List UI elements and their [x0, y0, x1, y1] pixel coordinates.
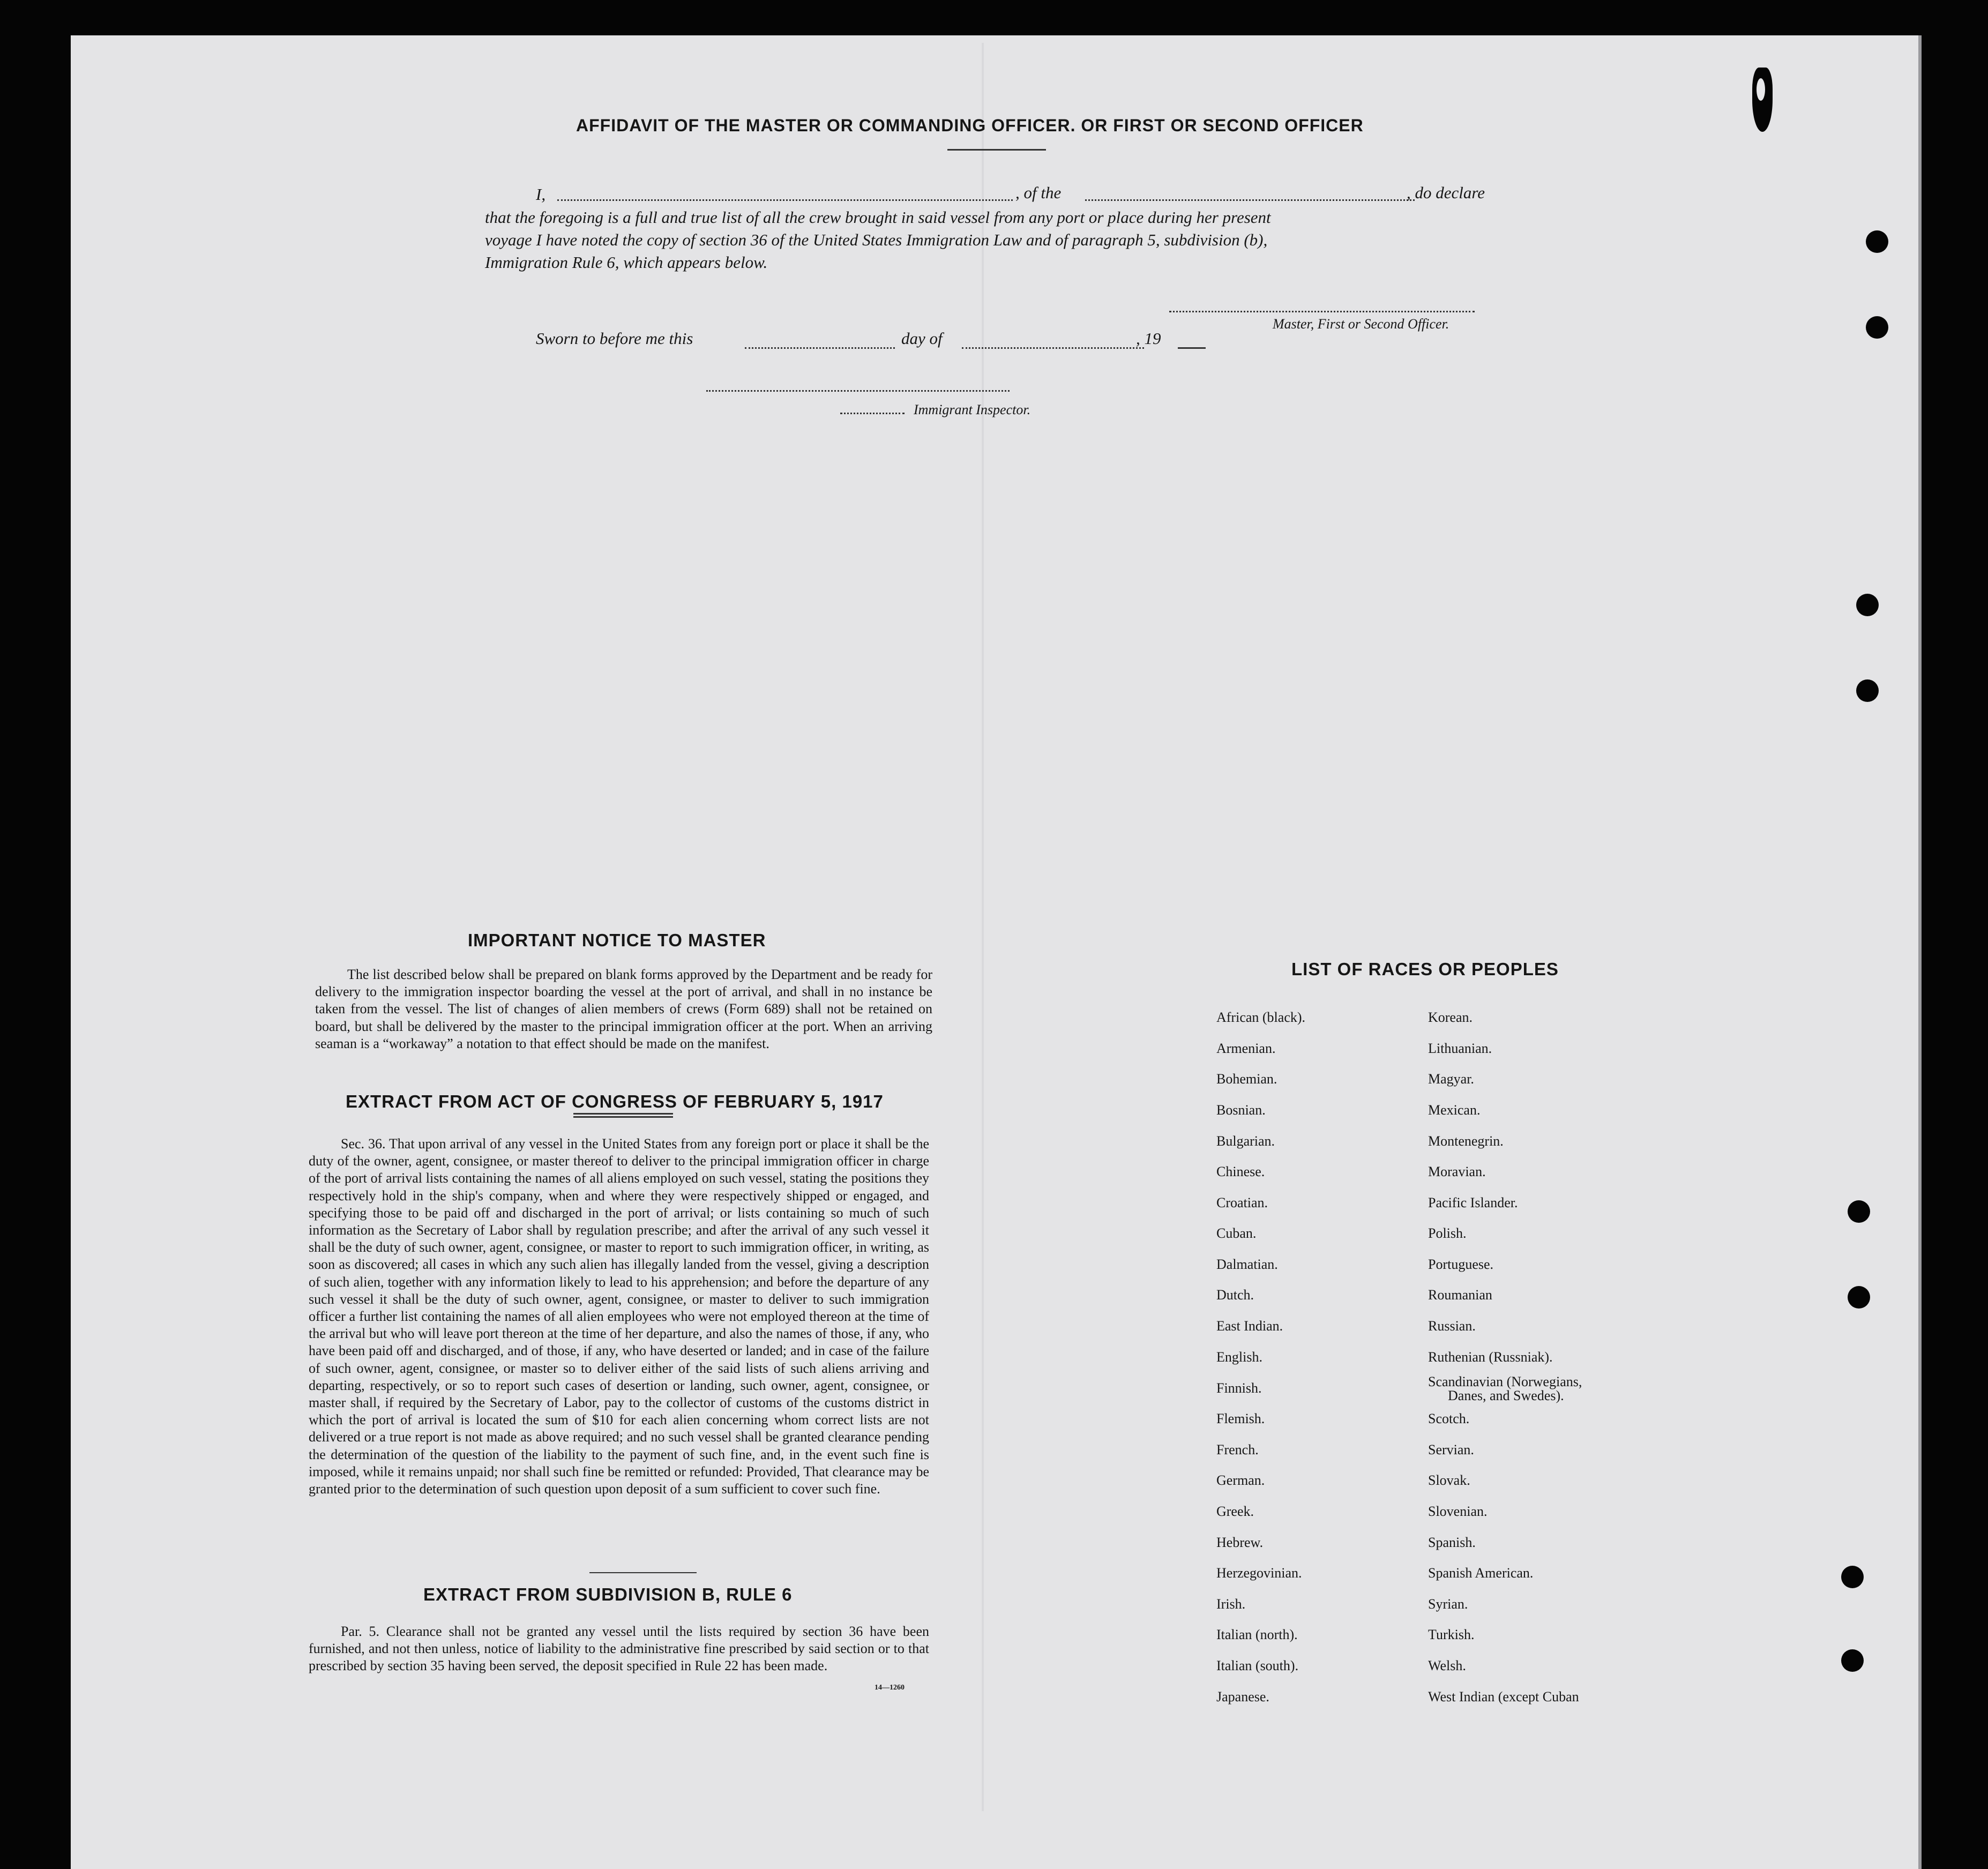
race-item: Greek. [1216, 1504, 1254, 1519]
punch-hole [1856, 679, 1879, 702]
year-label: , 19 [1136, 329, 1161, 348]
extract1-rule-bottom [573, 1116, 673, 1118]
torn-corner [1752, 68, 1773, 132]
race-item: East Indian. [1216, 1318, 1283, 1334]
race-item: Dutch. [1216, 1287, 1254, 1303]
race-item: Mexican. [1428, 1102, 1481, 1118]
race-item: Finnish. [1216, 1380, 1262, 1396]
races-title: LIST OF RACES OR PEOPLES [1291, 959, 1559, 979]
race-item: Moravian. [1428, 1164, 1486, 1179]
affidavit-line: Immigration Rule 6, which appears below. [485, 253, 768, 272]
punch-hole [1841, 1566, 1864, 1588]
extract1-rule-top [573, 1113, 673, 1115]
race-item: Danes, and Swedes). [1448, 1388, 1564, 1403]
title-rule [947, 149, 1046, 151]
race-item: Japanese. [1216, 1689, 1269, 1704]
race-item: Irish. [1216, 1596, 1246, 1612]
do-declare-label: , do declare [1407, 183, 1485, 202]
race-item: Montenegrin. [1428, 1133, 1504, 1149]
affidavit-i: I, [536, 185, 546, 204]
affidavit-line: that the foregoing is a full and true list of all the crew brought in said vessel from any port or place during her present [485, 208, 1271, 227]
form-number: 14—1260 [875, 1684, 905, 1692]
race-item: Roumanian [1428, 1287, 1492, 1303]
race-item: Portuguese. [1428, 1257, 1494, 1272]
punch-hole [1866, 316, 1888, 339]
master-signature-line[interactable] [1169, 311, 1475, 312]
race-item: Turkish. [1428, 1627, 1475, 1642]
inspector-label: Immigrant Inspector. [914, 402, 1031, 417]
year-blank[interactable] [1178, 347, 1206, 349]
form-page [71, 35, 1922, 1869]
race-item: Dalmatian. [1216, 1257, 1278, 1272]
punch-hole [1848, 1286, 1870, 1309]
race-item: Magyar. [1428, 1071, 1474, 1087]
race-item: Bulgarian. [1216, 1133, 1275, 1149]
race-item: Welsh. [1428, 1658, 1466, 1673]
race-item: Armenian. [1216, 1041, 1276, 1056]
race-item: Slovak. [1428, 1472, 1470, 1488]
race-item: Italian (south). [1216, 1658, 1299, 1673]
race-item: Servian. [1428, 1442, 1474, 1457]
race-item: Bohemian. [1216, 1071, 1277, 1087]
sworn-label: Sworn to before me this [536, 329, 693, 348]
notice-text: The list described below shall be prepared on blank forms approved by the Department and be ready for delivery to the immigration inspector boarding the vessel at the port of arrival, and shall in no instance be taken from the vessel. The list of changes of alien members of crews (Form 689) shall not be retained on board, but shall be delivered by the master to the principal immigration officer at the port. When an arriving seaman is a “workaway” a notation to that effect should be made on the manifest. [315, 967, 932, 1051]
race-item: Italian (north). [1216, 1627, 1298, 1642]
fold-line [982, 43, 984, 1811]
race-item: Croatian. [1216, 1195, 1268, 1210]
race-item: Pacific Islander. [1428, 1195, 1518, 1210]
notice-title: IMPORTANT NOTICE TO MASTER [468, 930, 766, 950]
race-item: Scotch. [1428, 1411, 1470, 1426]
inspector-dots [840, 413, 905, 414]
race-item: Lithuanian. [1428, 1041, 1492, 1056]
day-of-label: day of [901, 329, 943, 348]
race-item: Korean. [1428, 1010, 1473, 1025]
race-item: Spanish American. [1428, 1565, 1534, 1581]
extract2-text: Par. 5. Clearance shall not be granted any vessel until the lists required by section 36 have been furnished, and not then unless, notice of liability to the administrative fine prescribed by said section or to that prescribed by section 35 having been served, the deposit specified in Rule 22 has been made. [309, 1624, 929, 1674]
sworn-day-blank[interactable] [745, 347, 895, 349]
race-item: Herzegovinian. [1216, 1565, 1302, 1581]
race-item: German. [1216, 1472, 1265, 1488]
punch-hole [1856, 594, 1879, 616]
punch-hole [1848, 1200, 1870, 1223]
sworn-month-blank[interactable] [962, 347, 1144, 349]
of-the-label: , of the [1015, 183, 1062, 202]
race-item: English. [1216, 1349, 1262, 1365]
extract2-rule [589, 1572, 697, 1573]
race-item: West Indian (except Cuban [1428, 1689, 1579, 1704]
race-item: Scandinavian (Norwegians, [1428, 1374, 1582, 1389]
race-item: Slovenian. [1428, 1504, 1488, 1519]
race-item: Bosnian. [1216, 1102, 1266, 1118]
race-item: Spanish. [1428, 1535, 1476, 1550]
master-signature-label: Master, First or Second Officer. [1273, 316, 1449, 332]
extract2-title: EXTRACT FROM SUBDIVISION B, RULE 6 [423, 1584, 793, 1604]
race-item: Hebrew. [1216, 1535, 1264, 1550]
race-item: Syrian. [1428, 1596, 1468, 1612]
race-item: Ruthenian (Russniak). [1428, 1349, 1553, 1365]
race-item: Chinese. [1216, 1164, 1265, 1179]
punch-hole [1866, 230, 1888, 253]
inspector-signature-line[interactable] [706, 390, 1010, 392]
race-item: Flemish. [1216, 1411, 1265, 1426]
vessel-blank [1085, 199, 1415, 201]
race-item: African (black). [1216, 1010, 1306, 1025]
affidavit-line: voyage I have noted the copy of section 36 of the United States Immigration Law and of paragraph 5, subdivision (b), [485, 230, 1268, 249]
affidavit-title: AFFIDAVIT OF THE MASTER OR COMMANDING OFFICER. OR FIRST OR SECOND OFFICER [576, 116, 1364, 135]
name-blank [557, 199, 1013, 201]
extract1-text: Sec. 36. That upon arrival of any vessel in the United States from any foreign port or place it shall be the duty of the owner, agent, consignee, or master thereof to deliver to the principal immigration officer in charge of the port of arrival lists containing the names of all aliens employed on such vessel, stating the positions they respectively hold in the ship's company, when and where they were respectively shipped or engaged, and specifying those to be paid off and discharged in the port of arrival; or lists containing so much of such information as the Secretary of Labor shall by regulation prescribe; and after the arrival of any such vessel it shall be the duty of such owner, agent, consignee, or master to report to such immigration officer, in writing, as soon as discovered; all cases in which any such alien has illegally landed from the vessel, giving a description of such alien, together with any information likely to lead to his apprehension; and before the departure of any such vessel it shall be the duty of such owner, agent, consignee, or master to deliver to such immigration officer a further list containing the names of all alien employees who were not employed thereon at the time of the arrival but who will leave port thereon at the time of her departure, and also the names of those, if any, who have been paid off and discharged, and of those, if any, who have deserted or landed; and in case of the failure of such owner, agent, consignee, or master so to deliver either of the said lists of such aliens arriving and departing, respectively, or so to report such cases of desertion or landing, such owner, agent, consignee, or master shall, if required by the Secretary of Labor, pay to the collector of customs of the customs district in which the port of arrival is located the sum of $10 for each alien concerning whom correct lists are not delivered or a true report is not made as above required; and no such vessel shall be granted clearance pending the determination of the question of the liability to the payment of such fine, and, in the event such fine is imposed, while it remains unpaid; nor shall such fine be remitted or refunded: Provided, That clearance may be granted prior to the determination of such question upon deposit of a sum sufficient to cover such fine. [309, 1136, 929, 1497]
punch-hole [1841, 1649, 1864, 1672]
race-item: Cuban. [1216, 1225, 1257, 1241]
race-item: French. [1216, 1442, 1259, 1457]
extract1-title: EXTRACT FROM ACT OF CONGRESS OF FEBRUARY 5, 1917 [346, 1092, 884, 1111]
race-item: Russian. [1428, 1318, 1476, 1334]
race-item: Polish. [1428, 1225, 1467, 1241]
